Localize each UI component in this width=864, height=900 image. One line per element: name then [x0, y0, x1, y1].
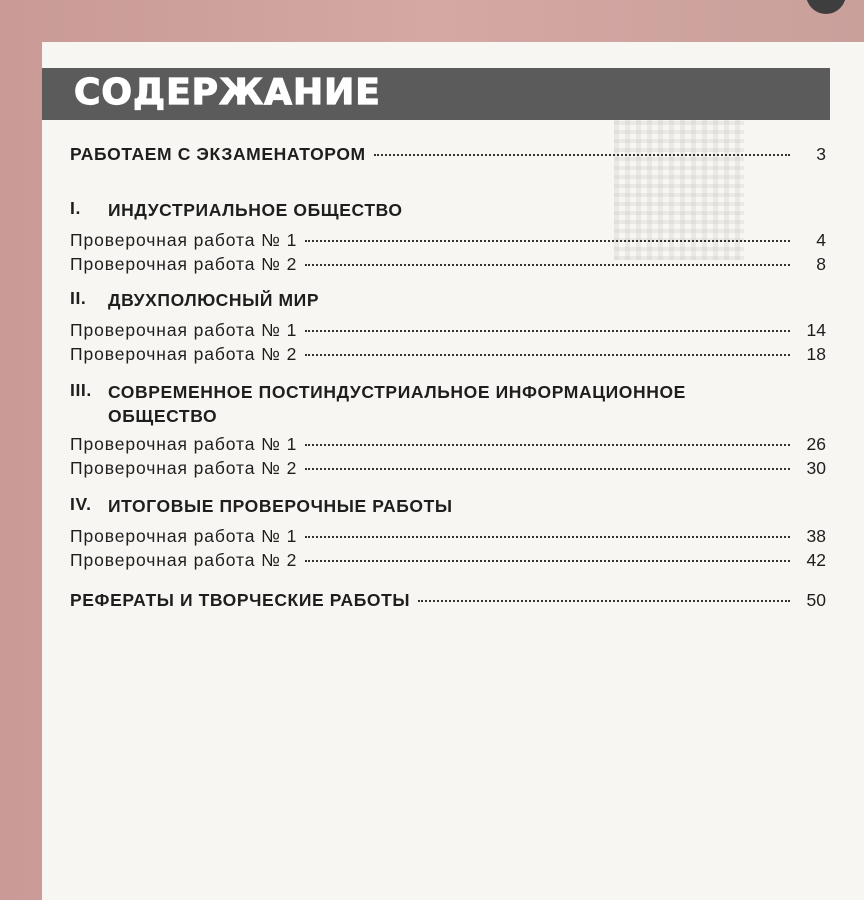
toc-page-number: 14 [806, 320, 826, 340]
toc-page-number: 38 [806, 526, 826, 546]
section-title: ИНДУСТРИАЛЬНОЕ ОБЩЕСТВО [108, 200, 403, 220]
toc-entry[interactable] [70, 434, 826, 456]
toc-entry-intro[interactable] [70, 144, 826, 166]
dot-leader [305, 330, 790, 332]
dot-leader [305, 264, 790, 266]
section-heading-1 [70, 198, 748, 222]
section-number: II. [70, 288, 87, 308]
section-number: I. [70, 198, 81, 218]
section-number: IV. [70, 494, 92, 514]
section-heading-2 [70, 288, 748, 312]
toc-page-number: 26 [806, 434, 826, 454]
toc-entry-label: Проверочная работа № 2 [70, 344, 298, 364]
section-title: СОВРЕМЕННОЕ ПОСТИНДУСТРИАЛЬНОЕ ИНФОРМАЦИОННОЕ ОБЩЕСТВО [108, 382, 686, 426]
dot-leader [305, 560, 790, 562]
toc-entry[interactable] [70, 550, 826, 572]
section-title: ИТОГОВЫЕ ПРОВЕРОЧНЫЕ РАБОТЫ [108, 496, 453, 516]
section-heading-4 [70, 494, 748, 518]
toc-entry[interactable] [70, 458, 826, 480]
toc-entry-label: Проверочная работа № 2 [70, 458, 298, 478]
page-corner-decoration [806, 0, 846, 14]
dot-leader [305, 354, 790, 356]
toc-entry-label: Проверочная работа № 1 [70, 434, 298, 454]
toc-page-number: 30 [806, 458, 826, 478]
section-number: III. [70, 380, 92, 400]
toc-page-number: 18 [806, 344, 826, 364]
toc-entry-label: Проверочная работа № 1 [70, 230, 298, 250]
toc-entry-label: РАБОТАЕМ С ЭКЗАМЕНАТОРОМ [70, 144, 366, 164]
dot-leader [374, 154, 790, 156]
toc-entry-outro[interactable] [70, 590, 826, 612]
dot-leader [305, 536, 790, 538]
toc-page-number: 4 [816, 230, 826, 250]
dot-leader [418, 600, 790, 602]
dot-leader [305, 468, 790, 470]
toc-entry[interactable] [70, 320, 826, 342]
toc-entry-label: Проверочная работа № 1 [70, 320, 298, 340]
section-title: ДВУХПОЛЮСНЫЙ МИР [108, 290, 320, 310]
contents-page [42, 42, 864, 900]
toc-entry-label: Проверочная работа № 2 [70, 550, 298, 570]
toc-entry-label: РЕФЕРАТЫ И ТВОРЧЕСКИЕ РАБОТЫ [70, 590, 411, 610]
toc-entry-label: Проверочная работа № 2 [70, 254, 298, 274]
toc-page-number: 50 [806, 590, 826, 610]
toc-entry[interactable] [70, 526, 826, 548]
toc-entry[interactable] [70, 344, 826, 366]
toc-page-number: 42 [806, 550, 826, 570]
toc-entry[interactable] [70, 230, 826, 252]
dot-leader [305, 444, 790, 446]
toc-page-number: 3 [816, 144, 826, 164]
dot-leader [305, 240, 790, 242]
toc-page-number: 8 [816, 254, 826, 274]
toc-entry[interactable] [70, 254, 826, 276]
page-title: СОДЕРЖАНИЕ [74, 72, 381, 113]
title-bar [42, 68, 830, 120]
toc-entry-label: Проверочная работа № 1 [70, 526, 298, 546]
section-heading-3 [70, 380, 748, 428]
